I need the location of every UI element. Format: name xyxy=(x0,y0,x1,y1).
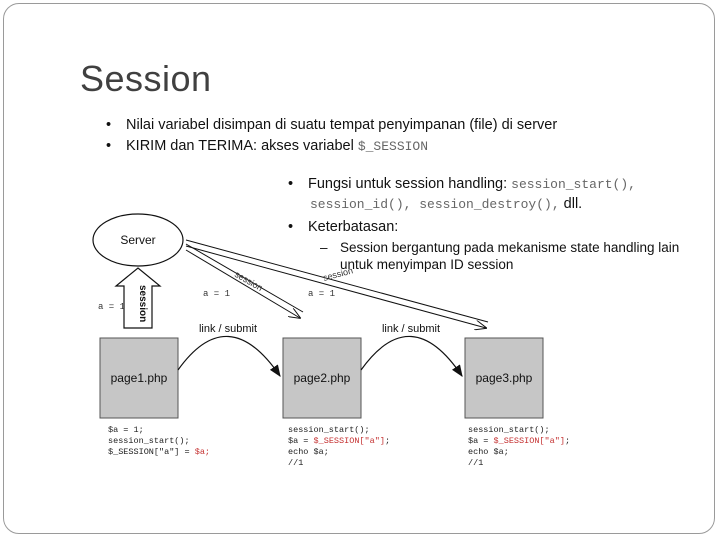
code-line: session_start(); xyxy=(288,425,370,435)
session-arrow-line xyxy=(186,250,300,318)
session-var-code: $_SESSION xyxy=(357,139,429,154)
link-label-2: link / submit xyxy=(381,323,441,335)
bullet-dot-icon: • xyxy=(288,176,294,192)
code-line: //1 xyxy=(468,458,484,468)
session-vertical-label: session xyxy=(137,285,148,323)
link-label-1: link / submit xyxy=(198,323,258,335)
bullet-dot-icon: • xyxy=(288,219,294,235)
code-page3 xyxy=(468,425,570,469)
functions-label: Fungsi untuk session handling: xyxy=(308,176,512,192)
bullet-list xyxy=(106,116,557,158)
code-line: session_start(); xyxy=(468,425,550,435)
code-line: session_start(); xyxy=(108,436,190,446)
code-line: $_SESSION["a"] = xyxy=(108,447,195,457)
var-label-mid-1: a = 1 xyxy=(203,289,231,299)
var-label-mid-2: a = 1 xyxy=(308,289,336,299)
session-arrow-label-1: session xyxy=(233,269,265,293)
code-line: //1 xyxy=(288,458,304,468)
bullet-dot-icon: • xyxy=(106,138,112,154)
limitation-text: Session bergantung pada mekanisme state handling lain untuk menyimpan ID session xyxy=(340,240,680,272)
code-line: $a = xyxy=(288,436,314,446)
functions-tail: dll. xyxy=(559,196,583,212)
code-line-highlight: $_SESSION["a"] xyxy=(493,436,565,446)
code-line: $a = 1; xyxy=(108,425,144,435)
functions-code-1: session_start(), xyxy=(511,177,636,192)
code-line: echo $a; xyxy=(288,447,329,457)
page2-label: page2.php xyxy=(293,371,351,385)
page3-label: page3.php xyxy=(475,371,533,385)
slide-title: Session xyxy=(80,58,212,99)
server-label: Server xyxy=(120,233,156,247)
code-line: echo $a; xyxy=(468,447,509,457)
limitations-label: Keterbatasan: xyxy=(308,219,399,235)
bullet-text: KIRIM dan TERIMA: akses variabel xyxy=(126,138,358,154)
code-line: $a = xyxy=(468,436,494,446)
bullet-dot-icon: • xyxy=(106,117,112,133)
session-arrow-label-2: session xyxy=(321,265,354,283)
link-arc-1 xyxy=(178,336,280,376)
code-line: ; xyxy=(384,436,391,446)
session-arrow-line xyxy=(186,246,486,328)
session-arrow-line xyxy=(186,240,488,322)
bullet-text: Nilai variabel disimpan di suatu tempat penyimpanan (file) di server xyxy=(126,117,558,133)
bullet-item-access xyxy=(106,137,557,158)
bullet-item-functions xyxy=(288,175,688,194)
code-line-highlight: $_SESSION["a"] xyxy=(313,436,385,446)
dash-icon: – xyxy=(320,240,328,255)
bullet-item-storage xyxy=(106,116,557,137)
page1-label: page1.php xyxy=(110,371,168,385)
code-page1 xyxy=(108,425,210,458)
code-line: ; xyxy=(564,436,571,446)
code-page2 xyxy=(288,425,390,469)
code-line-highlight: $a; xyxy=(194,447,211,457)
functions-code-2: session_id(), session_destroy(), xyxy=(310,197,560,212)
link-arc-2 xyxy=(361,336,462,376)
var-label-left: a = 1 xyxy=(98,302,126,312)
